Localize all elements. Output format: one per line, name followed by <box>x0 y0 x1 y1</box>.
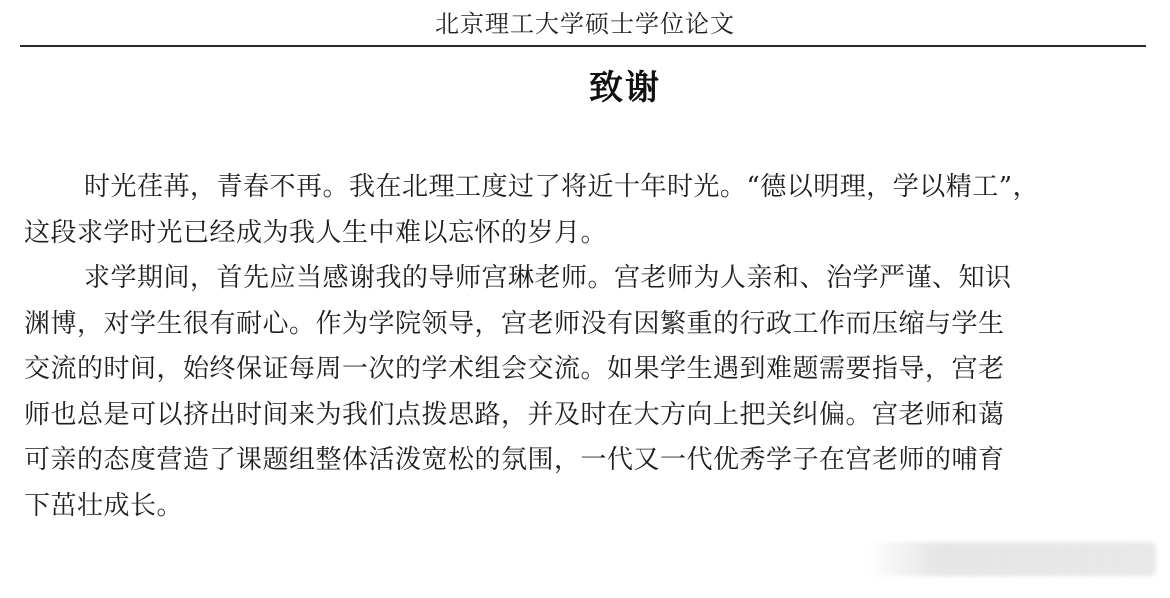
section-title: 致谢 <box>589 68 661 108</box>
paragraph-line: 求学期间，首先应当感谢我的导师宫琳老师。宫老师为人亲和、治学严谨、知识 <box>84 263 1012 293</box>
acknowledgement-body <box>24 165 1144 529</box>
paragraph-line: 下茁壮成长。 <box>24 490 184 521</box>
header-rule <box>20 45 1146 47</box>
blurred-watermark <box>866 542 1156 576</box>
paragraph-line: 交流的时间，始终保证每周一次的学术组会交流。如果学生遇到难题需要指导，宫老 <box>24 354 1005 384</box>
paragraph-line: 这段求学时光已经成为我人生中难以忘怀的岁月。 <box>24 217 608 248</box>
paragraph-line: 可亲的态度营造了课题组整体活泼宽松的氛围，一代又一代优秀学子在宫老师的哺育 <box>24 445 1005 475</box>
paragraph-line: 时光荏苒，青春不再。我在北理工度过了将近十年时光。“德以明理，学以精工”， <box>84 172 1040 202</box>
paragraph-line: 渊博，对学生很有耐心。作为学院领导，宫老师没有因繁重的行政工作而压缩与学生 <box>24 308 1005 339</box>
running-header: 北京理工大学硕士学位论文 <box>435 10 735 38</box>
paragraph-line: 师也总是可以挤出时间来为我们点拨思路，并及时在大方向上把关纠偏。宫老师和蔼 <box>24 399 1005 430</box>
